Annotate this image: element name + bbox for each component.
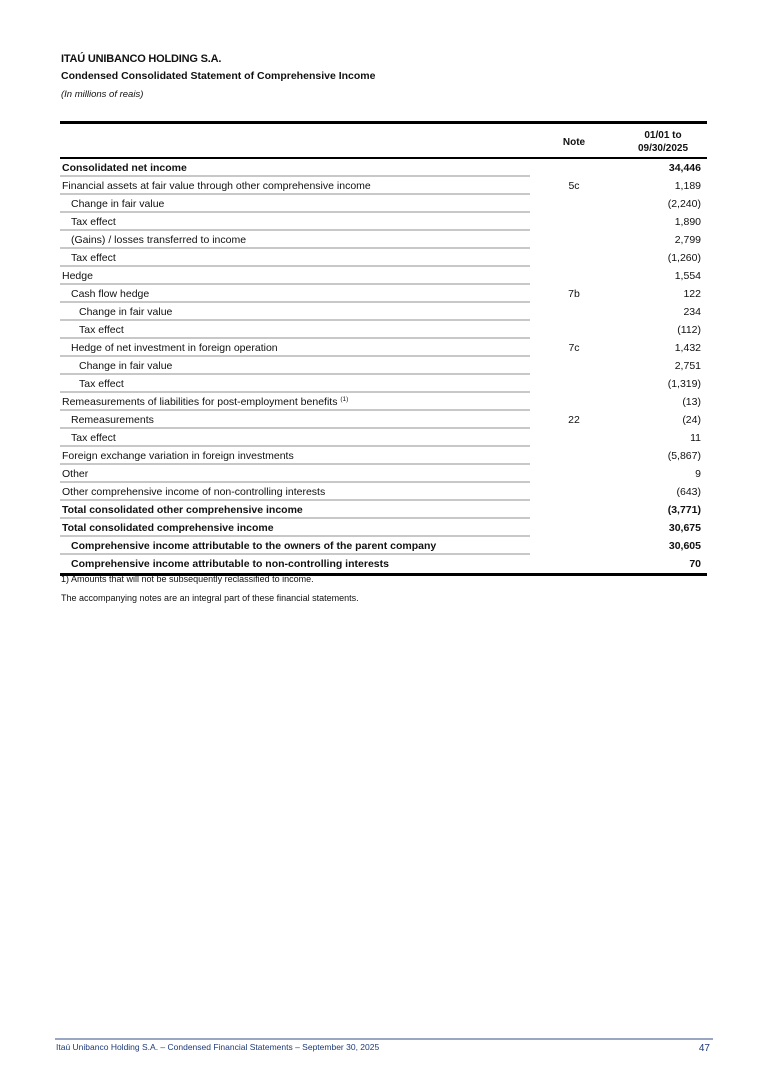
row-label-text: Remeasurements	[71, 414, 154, 426]
row-value: 2,751	[674, 360, 701, 372]
row-label	[71, 432, 116, 444]
row-value: 70	[689, 558, 701, 570]
row-note: 7b	[568, 288, 580, 300]
table-row	[60, 285, 707, 303]
table-row	[60, 411, 707, 429]
statement-title: Condensed Consolidated Statement of Comprehensive Income	[61, 70, 376, 82]
row-label-text: (Gains) / losses transferred to income	[71, 234, 247, 246]
row-label	[79, 306, 172, 318]
table-row	[60, 483, 707, 501]
row-value: (24)	[682, 414, 701, 426]
row-label-text: Foreign exchange variation in foreign investments	[62, 450, 294, 462]
table-row	[60, 393, 707, 411]
row-label	[79, 378, 124, 390]
footer-rule	[55, 1038, 713, 1040]
table-row	[60, 303, 707, 321]
row-label-text: Hedge of net investment in foreign operation	[71, 342, 278, 354]
row-label-text: Consolidated net income	[62, 162, 187, 174]
row-note: 7c	[568, 342, 580, 354]
row-label-text: Tax effect	[71, 216, 116, 228]
row-label-text: Remeasurements of liabilities for post-employment benefits	[62, 396, 338, 408]
row-value: (3,771)	[667, 504, 701, 516]
header-period-line1: 01/01 to	[644, 130, 682, 141]
row-label	[71, 558, 389, 570]
header-period-line2: 09/30/2025	[637, 143, 689, 154]
table-row	[60, 159, 707, 177]
row-label	[62, 504, 303, 516]
row-label	[62, 468, 88, 480]
row-label-text: Change in fair value	[79, 360, 173, 372]
row-label-text: Other comprehensive income of non-controlling interests	[62, 486, 326, 498]
row-value: 30,675	[668, 522, 701, 534]
row-label	[71, 252, 116, 264]
row-value: 1,890	[674, 216, 701, 228]
row-value: 234	[683, 306, 701, 318]
row-label	[62, 162, 187, 174]
row-label-text: Tax effect	[71, 252, 116, 264]
row-value: (643)	[676, 486, 701, 498]
row-label-text: Hedge	[62, 270, 93, 282]
row-label	[79, 360, 172, 372]
page-number: 47	[698, 1043, 710, 1054]
table-row	[60, 213, 707, 231]
table-row	[60, 321, 707, 339]
table-row	[60, 555, 707, 573]
table-row	[60, 231, 707, 249]
row-label-text: Change in fair value	[79, 306, 173, 318]
table-header	[60, 124, 707, 159]
table-row	[60, 501, 707, 519]
row-value: (13)	[682, 396, 701, 408]
row-label	[62, 450, 294, 462]
table-row	[60, 339, 707, 357]
table-row	[60, 177, 707, 195]
footnote-1: 1) Amounts that will not be subsequently reclassified to income.	[61, 574, 314, 584]
table-row	[60, 519, 707, 537]
row-value: 9	[695, 468, 701, 480]
row-label	[71, 288, 149, 300]
row-label	[71, 342, 278, 354]
row-label-text: Other	[62, 468, 89, 480]
header-period	[623, 129, 703, 155]
row-value: (112)	[677, 324, 701, 336]
row-value: (2,240)	[667, 198, 701, 210]
row-label-text: Cash flow hedge	[71, 288, 150, 300]
row-value: 30,605	[668, 540, 701, 552]
footer-text: Itaú Unibanco Holding S.A. – Condensed Financial Statements – September 30, 2025	[56, 1042, 380, 1052]
table-row	[60, 375, 707, 393]
table-row	[60, 249, 707, 267]
row-label	[71, 414, 154, 426]
table-row	[60, 537, 707, 555]
row-label-text: Comprehensive income attributable to non-controlling interests	[71, 558, 389, 570]
table-row	[60, 429, 707, 447]
table-body	[60, 159, 707, 573]
row-note: 22	[568, 414, 580, 426]
row-label	[62, 180, 371, 192]
row-label	[62, 522, 274, 534]
comprehensive-income-table	[60, 121, 707, 576]
row-value: 122	[683, 288, 701, 300]
row-note: 5c	[568, 180, 580, 192]
row-value: 11	[690, 432, 701, 444]
row-label	[79, 324, 124, 336]
table-row	[60, 267, 707, 285]
row-label-text: Comprehensive income attributable to the owners of the parent company	[71, 540, 437, 552]
row-label-text: Change in fair value	[71, 198, 165, 210]
row-label-text: Total consolidated comprehensive income	[62, 522, 274, 534]
row-label-text: Tax effect	[79, 378, 124, 390]
row-label	[62, 486, 325, 498]
row-value: (1,319)	[667, 378, 701, 390]
row-label	[71, 198, 164, 210]
table-row	[60, 357, 707, 375]
company-name: ITAÚ UNIBANCO HOLDING S.A.	[61, 53, 222, 65]
row-label-text: Financial assets at fair value through other comprehensive income	[62, 180, 371, 192]
row-label	[71, 540, 436, 552]
row-value: (5,867)	[667, 450, 701, 462]
table-row	[60, 465, 707, 483]
row-label	[62, 270, 93, 282]
header-note: Note	[562, 137, 586, 148]
row-value: 34,446	[668, 162, 701, 174]
row-label-text: Tax effect	[79, 324, 124, 336]
table-row	[60, 195, 707, 213]
row-value: 1,189	[674, 180, 701, 192]
row-value: 1,432	[674, 342, 701, 354]
row-label	[71, 216, 116, 228]
row-label-text: Tax effect	[71, 432, 116, 444]
accompanying-notes: The accompanying notes are an integral part of these financial statements.	[61, 593, 359, 603]
row-label	[62, 396, 348, 408]
table-row	[60, 447, 707, 465]
row-value: 2,799	[674, 234, 701, 246]
row-label	[71, 234, 246, 246]
units-note: (In millions of reais)	[61, 89, 144, 100]
row-value: (1,260)	[667, 252, 701, 264]
row-value: 1,554	[674, 270, 701, 282]
row-label-text: Total consolidated other comprehensive income	[62, 504, 303, 516]
footnote-ref: (1)	[340, 396, 349, 403]
